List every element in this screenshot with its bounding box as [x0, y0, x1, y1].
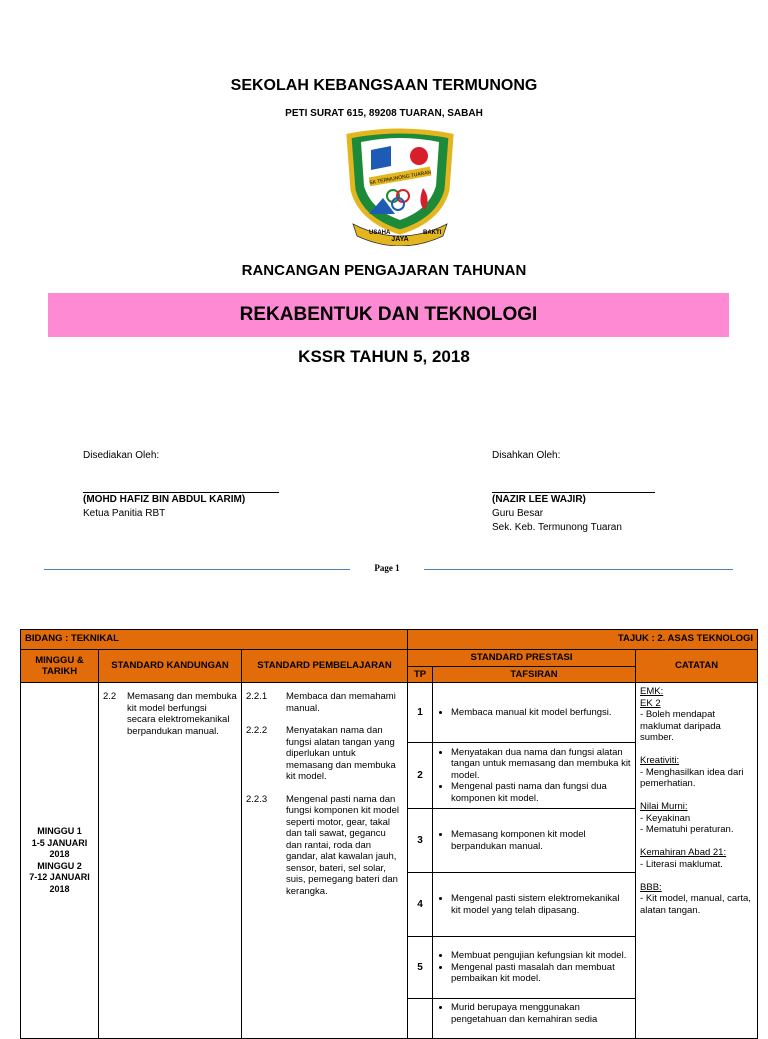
week-line: 1-5 JANUARI	[31, 837, 88, 848]
col-header-interpretation: TAFSIRAN	[433, 666, 636, 683]
notes-line: - Menghasilkan idea dari pemerhatian.	[640, 766, 744, 789]
week-line: MINGGU 1	[37, 826, 82, 836]
notes-cell	[636, 683, 758, 1039]
week-line: MINGGU 2	[37, 860, 82, 871]
notes-line: - Keyakinan	[640, 812, 691, 824]
logo-motto-left: USAHA	[369, 230, 391, 236]
week-dates	[21, 683, 99, 1039]
school-address: PETI SURAT 615, 89208 TUARAN, SABAH	[285, 108, 483, 119]
notes-heading: EMK:	[640, 686, 664, 697]
interpretation-cell	[433, 937, 636, 999]
learning-standard-item: 2.2.2 Menyatakan nama dan fungsi alatan tangan yang diperlukan untuk memasang dan membuka kit model.	[246, 725, 396, 782]
learning-standard-item: 2.2.1 Membaca dan memahami manual.	[246, 691, 396, 714]
notes-line: - Mematuhi peraturan.	[640, 824, 734, 835]
content-standard-text: Memasang dan membuka kit model berfungsi secara elektromekanikal berpandukan manual.	[127, 691, 237, 737]
subject-banner	[48, 293, 729, 337]
interpretation-item: • Membuat pengujian kefungsian kit model.	[451, 950, 631, 962]
week-line: 7-12 JANUARI	[29, 872, 90, 882]
topic-label: TAJUK : 2. ASAS TEKNOLOGI	[408, 630, 758, 650]
week-line: 2018	[49, 849, 70, 859]
notes-heading: BBB:	[640, 881, 662, 893]
school-logo	[339, 128, 461, 246]
content-standard-cell	[99, 683, 242, 1039]
interpretation-item: • Mengenal pasti sistem elektromekanikal kit model yang telah dipasang.	[451, 893, 631, 916]
logo-motto-right: BAKTI	[423, 230, 442, 236]
tp-level: 5	[408, 937, 433, 999]
approved-by-name: (NAZIR LEE WAJIR)	[492, 494, 586, 505]
interpretation-cell	[433, 873, 636, 937]
interpretation-item: • Menyatakan dua nama dan fungsi alatan tangan untuk memasang dan membuka kit model.	[451, 747, 631, 782]
curriculum-year: KSSR TAHUN 5, 2018	[298, 347, 470, 366]
lesson-plan-table	[20, 629, 758, 1039]
subject-title: REKABENTUK DAN TEKNOLOGI	[239, 304, 538, 325]
col-header-week: MINGGU & TARIKH	[21, 650, 99, 683]
notes-line: - Kit model, manual, carta, alatan tangan.	[640, 893, 751, 916]
interpretation-cell	[433, 809, 636, 873]
tp-level: 3	[408, 809, 433, 873]
notes-heading: Kemahiran Abad 21:	[640, 847, 727, 858]
interpretation-item: • Membaca manual kit model berfungsi.	[451, 707, 631, 719]
col-header-performance-standard: STANDARD PRESTASI	[408, 650, 636, 667]
tp-level: 4	[408, 873, 433, 937]
learning-standard-cell	[242, 683, 408, 1039]
interpretation-item: • Murid berupaya menggunakan pengetahuan dan kemahiran sedia	[451, 1002, 631, 1025]
col-header-tp: TP	[408, 666, 433, 683]
week-line: 2018	[49, 883, 70, 894]
col-header-content-standard: STANDARD KANDUNGAN	[99, 650, 242, 683]
tp-level: 1	[408, 683, 433, 743]
page-number: Page 1	[374, 563, 400, 573]
page-separator-right	[424, 569, 733, 570]
interpretation-cell	[433, 999, 636, 1039]
notes-heading: Nilai Murni:	[640, 801, 688, 812]
page-separator-left	[44, 569, 350, 570]
interpretation-item: • Memasang komponen kit model berpandukan manual.	[451, 829, 631, 852]
tp-level	[408, 999, 433, 1039]
learning-standard-item: 2.2.3 Mengenal pasti nama dan fungsi komponen kit model seperti motor, gear, takal dan tali sawat, gegancu dan rantai, roda dan gandar, alat kawalan jauh, sensor, bateri, sel solar, suis, pemegang bateri dan kerangka.	[246, 793, 400, 897]
prepared-by-role: Ketua Panitia RBT	[83, 508, 166, 519]
approved-by-role: Guru Besar	[492, 508, 544, 519]
notes-heading: Kreativiti:	[640, 755, 680, 766]
field-label: BIDANG : TEKNIKAL	[21, 630, 408, 650]
content-standard-number: 2.2	[103, 691, 117, 702]
interpretation-cell	[433, 743, 636, 809]
approved-by-school: Sek. Keb. Termunong Tuaran	[492, 522, 622, 533]
col-header-learning-standard: STANDARD PEMBELAJARAN	[242, 650, 408, 683]
notes-line: - Literasi maklumat.	[640, 858, 723, 870]
tp-level: 2	[408, 743, 433, 809]
approved-by-label: Disahkan Oleh:	[492, 450, 561, 461]
interpretation-item: • Mengenal pasti nama dan fungsi dua komponen kit model.	[451, 781, 631, 804]
plan-title: RANCANGAN PENGAJARAN TAHUNAN	[241, 262, 527, 279]
logo-banner-text: SK TERMUNONG TUARAN	[368, 169, 432, 187]
logo-motto-center: JAYA	[391, 236, 409, 243]
prepared-by-name: (MOHD HAFIZ BIN ABDUL KARIM)	[83, 494, 246, 505]
interpretation-cell	[433, 683, 636, 743]
interpretation-item: • Mengenal pasti masalah dan membuat pembaikan kit model.	[451, 962, 631, 985]
notes-line: - Boleh mendapat maklumat daripada sumber.	[640, 709, 721, 743]
notes-line: EK 2	[640, 697, 661, 709]
col-header-notes: CATATAN	[636, 650, 758, 683]
school-name: SEKOLAH KEBANGSAAN TERMUNONG	[230, 77, 538, 94]
prepared-by-label: Disediakan Oleh:	[83, 450, 160, 461]
